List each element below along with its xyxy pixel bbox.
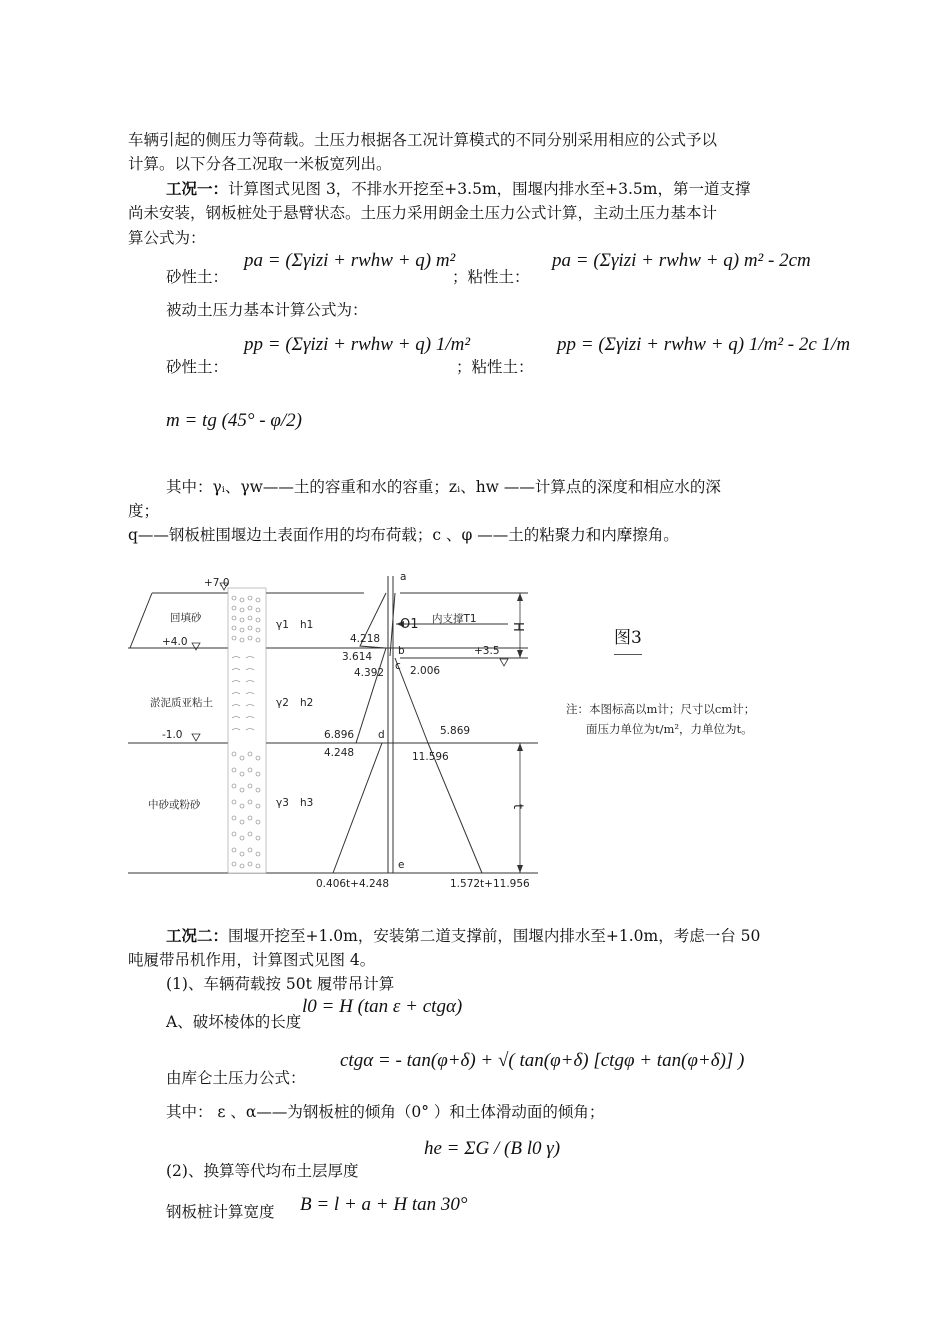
value-3614: 3.614 <box>342 651 373 663</box>
slope-line <box>130 593 152 648</box>
active-pressure-bottom <box>333 743 382 873</box>
h3-label: h3 <box>300 797 314 809</box>
active-clay-formula: pa = (Σγizi + rwhw + q) m² - 2cm <box>552 250 811 271</box>
figure-3-diagram <box>128 566 548 896</box>
pile-column <box>228 588 266 873</box>
dim-H: H <box>510 622 525 632</box>
passive-clay-label: ；粘性土： <box>456 358 534 376</box>
case2-itemA-label: A、破坏棱体的长度 <box>166 1013 302 1031</box>
elev-right-marker <box>500 659 508 666</box>
active-sand-label: 砂性土： <box>166 268 229 286</box>
point-a: a <box>400 571 407 583</box>
case1-line3: 算公式为： <box>128 229 206 247</box>
case2-width-formula: B = l + a + H tan 30° <box>300 1194 468 1215</box>
gamma3-label: γ3 <box>276 797 289 809</box>
layer3-label: 中砂或粉砂 <box>148 799 201 811</box>
para1-line2: 计算。以下分各工况取一米板宽列出。 <box>128 155 392 173</box>
case2-where-line: 其中： ε 、α——为钢板桩的倾角（0° ）和土体滑动面的倾角； <box>166 1103 605 1121</box>
value-2006: 2.006 <box>410 665 441 677</box>
where-line2: 度； <box>128 502 160 520</box>
bottom-right-value: 1.572t+11.956 <box>450 878 530 890</box>
case2-item2-formula: he = ΣG / (B l0 γ) <box>424 1138 561 1159</box>
point-d: d <box>378 729 385 741</box>
case2-coulomb-formula: ctgα = - tan(φ+δ) + √( tan(φ+δ) [ctgφ + tan(φ+δ)] ) <box>340 1050 745 1071</box>
figure-title: 图3 <box>614 626 642 655</box>
case2-item1: (1)、车辆荷载按 50t 履带吊计算 <box>166 975 395 993</box>
value-4248: 4.248 <box>324 747 355 759</box>
m-formula: m = tg (45° - φ/2) <box>166 410 302 431</box>
passive-intro: 被动土压力基本计算公式为： <box>166 301 368 319</box>
elev-low-marker <box>192 734 200 741</box>
elev-mid: +4.0 <box>162 636 188 648</box>
bottom-left-value: 0.406t+4.248 <box>316 878 390 890</box>
case1-line1: 计算图式见图 3，不排水开挖至+3.5m，围堰内排水至+3.5m，第一道支撑 <box>228 180 751 198</box>
h2-label: h2 <box>300 697 314 709</box>
support-label: 内支撑T1 <box>432 613 477 625</box>
elev-top: +7.0 <box>204 577 230 589</box>
active-sand-formula: pa = (Σγizi + rwhw + q) m² <box>244 250 456 271</box>
dim-t: t <box>510 804 525 810</box>
active-clay-label: ；粘性土： <box>452 268 530 286</box>
case2-line2: 吨履带吊机作用，计算图式见图 4。 <box>128 951 376 969</box>
case2-line1: 围堰开挖至+1.0m，安装第二道支撑前，围堰内排水至+1.0m，考虑一台 50 <box>228 927 761 945</box>
value-6896: 6.896 <box>324 729 355 741</box>
value-11596: 11.596 <box>412 751 449 763</box>
gamma1-label: γ1 <box>276 619 289 631</box>
passive-sand-label: 砂性土： <box>166 358 229 376</box>
gamma2-label: γ2 <box>276 697 289 709</box>
h1-label: h1 <box>300 619 314 631</box>
case1-paragraph <box>166 177 750 201</box>
o1-label: O1 <box>400 617 419 632</box>
where-line1: 其中：γᵢ、γw——土的容重和水的容重；zᵢ、hw ——计算点的深度和相应水的深 <box>166 478 721 496</box>
case2-heading: 工况二： <box>166 926 229 945</box>
case1-line2: 尚未安装，钢板桩处于悬臂状态。土压力采用朗金土压力公式计算，主动土压力基本计 <box>128 204 718 222</box>
para1-line1: 车辆引起的侧压力等荷载。土压力根据各工况计算模式的不同分别采用相应的公式予以 <box>128 131 718 149</box>
layer2-label: 淤泥质亚粘土 <box>150 697 213 709</box>
elev-right: +3.5 <box>474 645 500 657</box>
elev-low: -1.0 <box>162 729 183 741</box>
where-line3: q——钢板桩围堰边土表面作用的均布荷载；c 、φ ——土的粘聚力和内摩擦角。 <box>128 526 679 544</box>
case1-heading: 工况一： <box>166 179 229 198</box>
case2-coulomb-label: 由库仑土压力公式： <box>166 1069 306 1087</box>
figure-note-2: 面压力单位为t/m²，力单位为t。 <box>586 722 753 736</box>
case2-item2-label: (2)、换算等代均布土层厚度 <box>166 1162 359 1180</box>
value-5869: 5.869 <box>440 725 471 737</box>
figure-note-1: 注：本图标高以m计；尺寸以cm计； <box>566 702 756 716</box>
layer1-label: 回填砂 <box>170 612 202 624</box>
value-4392: 4.392 <box>354 667 385 679</box>
elev-mid-marker <box>192 643 200 650</box>
point-b: b <box>398 645 405 657</box>
point-e: e <box>398 859 405 871</box>
case2-width-label: 钢板桩计算宽度 <box>166 1203 275 1221</box>
value-4218: 4.218 <box>350 633 381 645</box>
point-c: c <box>395 660 401 672</box>
case2-itemA-formula: l0 = H (tan ε + ctgα) <box>302 996 463 1017</box>
passive-sand-formula: pp = (Σγizi + rwhw + q) 1/m² <box>244 334 471 355</box>
passive-clay-formula: pp = (Σγizi + rwhw + q) 1/m² - 2c 1/m <box>557 334 851 355</box>
case2-paragraph <box>166 924 760 948</box>
